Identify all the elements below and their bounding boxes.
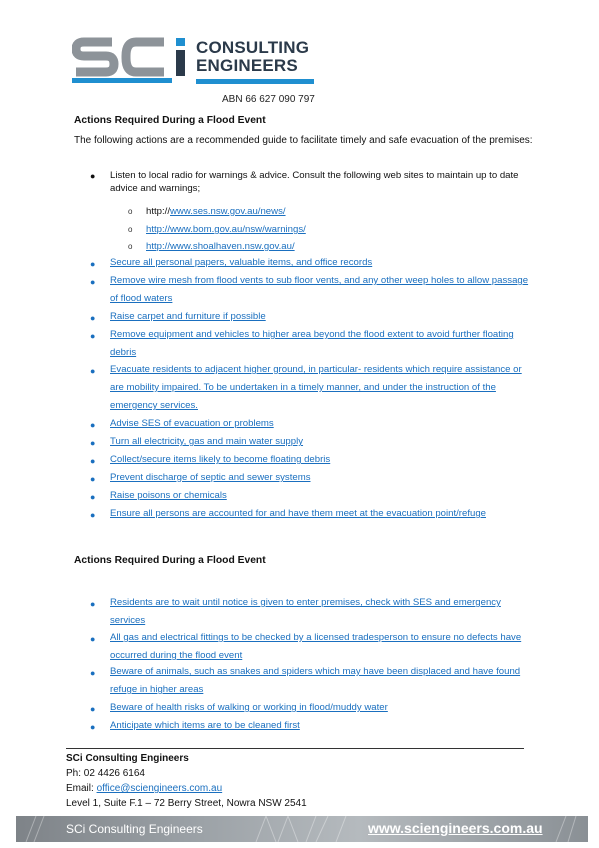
bullet-dot: ● [90,634,96,644]
bullet-dot: ● [90,366,96,376]
bullet-dot: ● [90,599,96,609]
after-flood-item[interactable]: Beware of health risks of walking or working in flood/muddy water [110,702,388,713]
band-website-link[interactable]: www.sciengineers.com.au [368,820,543,836]
bullet-dot: ● [90,492,96,502]
after-flood-item[interactable]: Beware of animals, such as snakes and spiders which may have been displaced and have found refuge in higher areas [110,666,521,695]
abn-number: ABN 66 627 090 797 [222,94,315,105]
bullet-dot: ● [90,331,96,341]
action-item[interactable]: Evacuate residents to adjacent higher ground, in particular- residents which require assistance or are mobility impaired. To be undertaken in a timely manner, and under the instruction of the emergency services. [110,364,522,411]
footer-email-line [66,783,222,794]
after-flood-item[interactable]: All gas and electrical fittings to be checked by a licensed tradesperson to ensure no defects have occurred during the flood event [110,632,522,661]
footer-company: SCi Consulting Engineers [66,753,189,764]
section1-heading: Actions Required During a Flood Event [74,115,266,126]
after-flood-item[interactable]: Residents are to wait until notice is given to enter premises, check with SES and emergency services [110,597,501,626]
bullet-dot: ● [90,704,96,714]
footer-divider [66,748,524,749]
sub-bullet: o [128,242,133,251]
band-company-name: SCi Consulting Engineers [66,822,203,836]
sub-bullet: o [128,225,133,234]
company-logo [72,36,322,94]
action-item[interactable]: Turn all electricity, gas and main water supply [110,436,304,447]
bullet-dot: ● [90,313,96,323]
bullet-dot: ● [90,420,96,430]
bullet-dot: ● [90,259,96,269]
first-action-item: Listen to local radio for warnings & advice. Consult the following web sites to maintain up to date advice and warnings; [110,170,519,194]
footer-email-label: Email: [66,783,97,794]
shoalhaven-link[interactable]: http://www.shoalhaven.nsw.gov.au/ [146,241,295,252]
ses-link[interactable]: www.ses.nsw.gov.au/news/ [170,206,286,217]
action-item[interactable]: Prevent discharge of septic and sewer systems [110,472,311,483]
bullet-dot: ● [90,277,96,287]
footer-address: Level 1, Suite F.1 – 72 Berry Street, Nowra NSW 2541 [66,798,307,809]
bullet-dot: ● [90,456,96,466]
action-item[interactable]: Raise carpet and furniture if possible [110,311,266,322]
action-item[interactable]: Ensure all persons are accounted for and have them meet at the evacuation point/refuge [110,508,486,519]
link-item-shoalhaven [146,241,295,252]
link-item-bom [146,224,306,235]
bullet-dot: ● [90,510,96,520]
sci-logo-mark [72,36,192,86]
logo-accent-bar [196,79,314,84]
logo-line2: ENGINEERS [196,56,298,75]
footer-phone: Ph: 02 4426 6164 [66,768,145,779]
bullet-dot: ● [90,722,96,732]
section2-heading: Actions Required During a Flood Event [74,555,266,566]
action-item[interactable]: Secure all personal papers, valuable items, and office records [110,257,373,268]
bom-link[interactable]: http://www.bom.gov.au/nsw/warnings/ [146,224,306,235]
action-item[interactable]: Collect/secure items likely to become floating debris [110,454,331,465]
action-item[interactable]: Remove wire mesh from flood vents to sub floor vents, and any other weep holes to allow passage of flood waters [110,275,529,304]
footer-email-link[interactable]: office@sciengineers.com.au [96,783,223,794]
logo-line1: CONSULTING [196,38,310,57]
sub-bullet: o [128,207,133,216]
link-prefix: http:// [146,206,170,217]
bullet-dot: ● [90,438,96,448]
bullet-dot: ● [90,474,96,484]
bullet-dot: ● [90,171,96,181]
action-item[interactable]: Advise SES of evacuation or problems [110,418,274,429]
after-flood-item[interactable]: Anticipate which items are to be cleaned first [110,720,300,731]
link-item-ses [146,206,286,217]
bullet-dot: ● [90,668,96,678]
section1-intro: The following actions are a recommended guide to facilitate timely and safe evacuation of the premises: [74,135,533,146]
action-item[interactable]: Raise poisons or chemicals [110,490,227,501]
action-item[interactable]: Remove equipment and vehicles to higher area beyond the flood extent to avoid further floating debris [110,329,514,358]
